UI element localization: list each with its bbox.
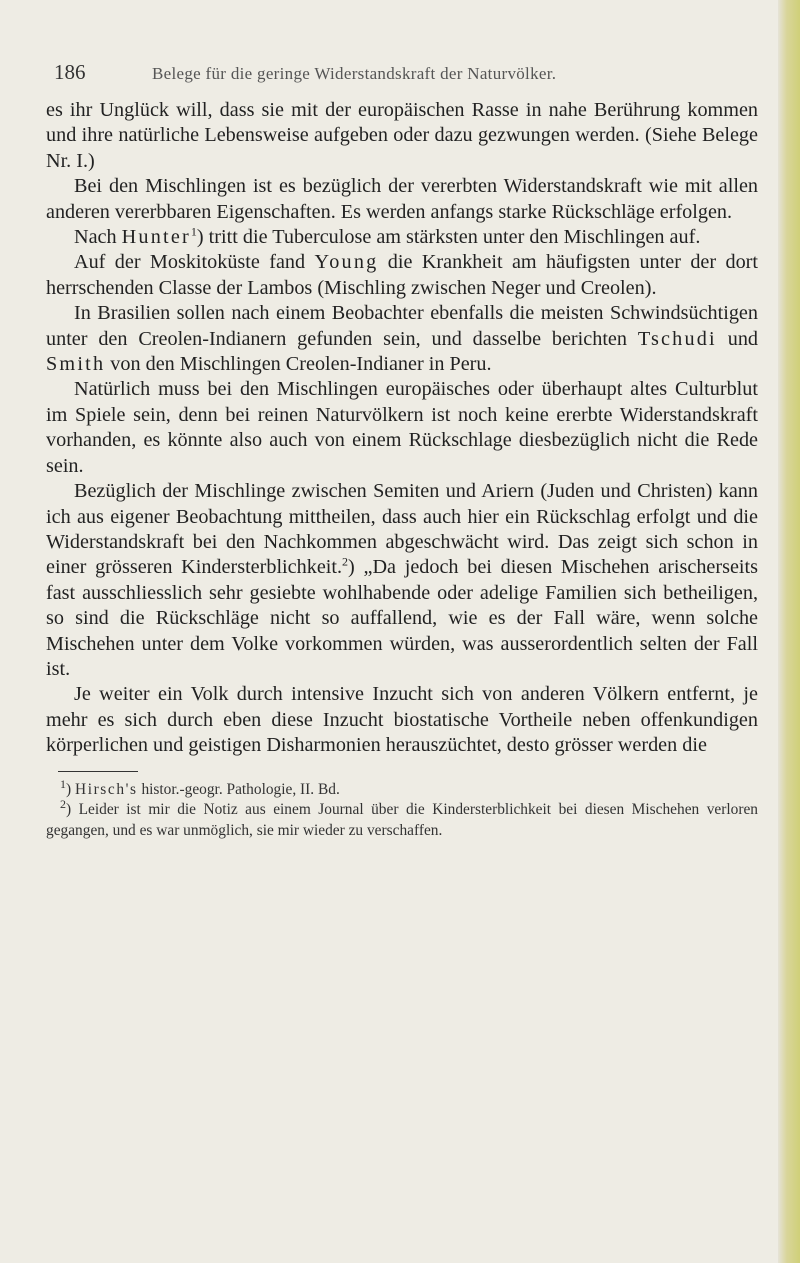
paragraph-3 [46, 225, 758, 250]
text-segment: ) „Da jedoch bei diesen Mischehen arischerseits fast ausschliesslich sehr gesiebte wohlhabende oder adelige Familien sich betheiligen, so sind die Rückschläge nicht so auffallend, wie es der Fall wäre, wenn solche Mischehen unter dem Volke vorkommen würden, was ausserordentlich selten der Fall ist. [46, 556, 759, 680]
footnote-ref-1: 1 [190, 224, 197, 239]
author-name: Young [314, 251, 379, 274]
text-segment: von den Mischlingen Creolen-Indianer in Peru. [105, 353, 492, 376]
page-number: 186 [54, 60, 86, 84]
author-name: Hunter [121, 226, 191, 249]
footnote-mark: 1 [60, 776, 66, 791]
author-name: Smith [46, 353, 106, 376]
footnote-divider [58, 771, 138, 772]
text-segment: Auf der Moskitoküste fand [74, 251, 315, 274]
paragraph-6: Natürlich muss bei den Mischlingen europäisches oder überhaupt altes Culturblut im Spiele sein, denn bei reinen Naturvölkern ist noch keine ererbte Widerstandskraft vorhanden, es könnte also auch von einem Rückschlage diesbezüglich nicht die Rede sein. [46, 378, 758, 477]
text-segment: und [716, 327, 759, 350]
paragraph-5 [46, 301, 758, 377]
text-segment: In Brasilien sollen nach einem Beobachter ebenfalls die meisten Schwindsüchtigen unter den Creolen-Indianern gefunden sein, und dasselbe berichten [46, 302, 758, 350]
author-name: Tschudi [637, 327, 717, 350]
footnote-1: $^1$) Hirsch's histor.-geogr. Pathologie, II. Bd. [60, 776, 340, 798]
text-segment: ) tritt die Tuberculose am stärksten unter den Mischlingen auf. [196, 226, 701, 249]
paragraph-2: Bei den Mischlingen ist es bezüglich der vererbten Widerstandskraft wie mit allen anderen vererbbaren Eigenschaften. Es werden anfangs starke Rückschläge erfolgen. [46, 175, 758, 223]
paragraph-4 [46, 250, 758, 301]
paragraph-7 [46, 479, 758, 682]
footnote-2 [46, 797, 758, 841]
footnote-mark: 2 [60, 797, 66, 812]
footnote-ref-2: 2 [342, 554, 349, 569]
text-segment: Bezüglich der Mischlinge zwischen Semiten und Ariern (Juden und Christen) kann ich aus eigener Beobachtung mittheilen, dass auch hier ein Rückschlag erfolgt und die Widerstandskraft bei den Nachkommen abgeschwächt wird. Das zeigt sich schon in einer grösseren Kindersterblichkeit. [46, 480, 758, 579]
page-header [46, 58, 758, 98]
book-page [46, 58, 758, 841]
text-segment: die Krankheit am häufigsten unter der dort herrschenden Classe der Lambos (Mischling zwischen Neger und Creolen). [46, 251, 758, 299]
paragraph-8: Je weiter ein Volk durch intensive Inzucht sich von anderen Völkern entfernt, je mehr es sich durch eben diese Inzucht biostatische Vortheile neben offenkundigen körperlichen und geistigen Disharmonien herauszüchtet, desto grösser werden die [46, 683, 758, 757]
text-segment: Nach [74, 226, 122, 249]
text-segment: histor.-geogr. Pathologie, II. Bd. [137, 780, 340, 798]
text-segment: ) Leider ist mir die Notiz aus einem Journal über die Kindersterblichkeit bei diesen Mischehen verloren gegangen, und es war unmöglich, sie mir wieder zu verschaffen. [46, 801, 758, 839]
paragraph-1: es ihr Unglück will, dass sie mit der europäischen Rasse in nahe Berührung kommen und ihre natürliche Lebensweise aufgeben oder dazu gezwungen werden. (Siehe Belege Nr. I.) [46, 99, 758, 172]
body-text [46, 98, 758, 759]
running-head: Belege für die geringe Widerstandskraft der Naturvölker. [152, 64, 557, 83]
page-edge [778, 0, 800, 1263]
footnotes [46, 776, 758, 842]
author-name: Hirsch's [74, 780, 138, 798]
